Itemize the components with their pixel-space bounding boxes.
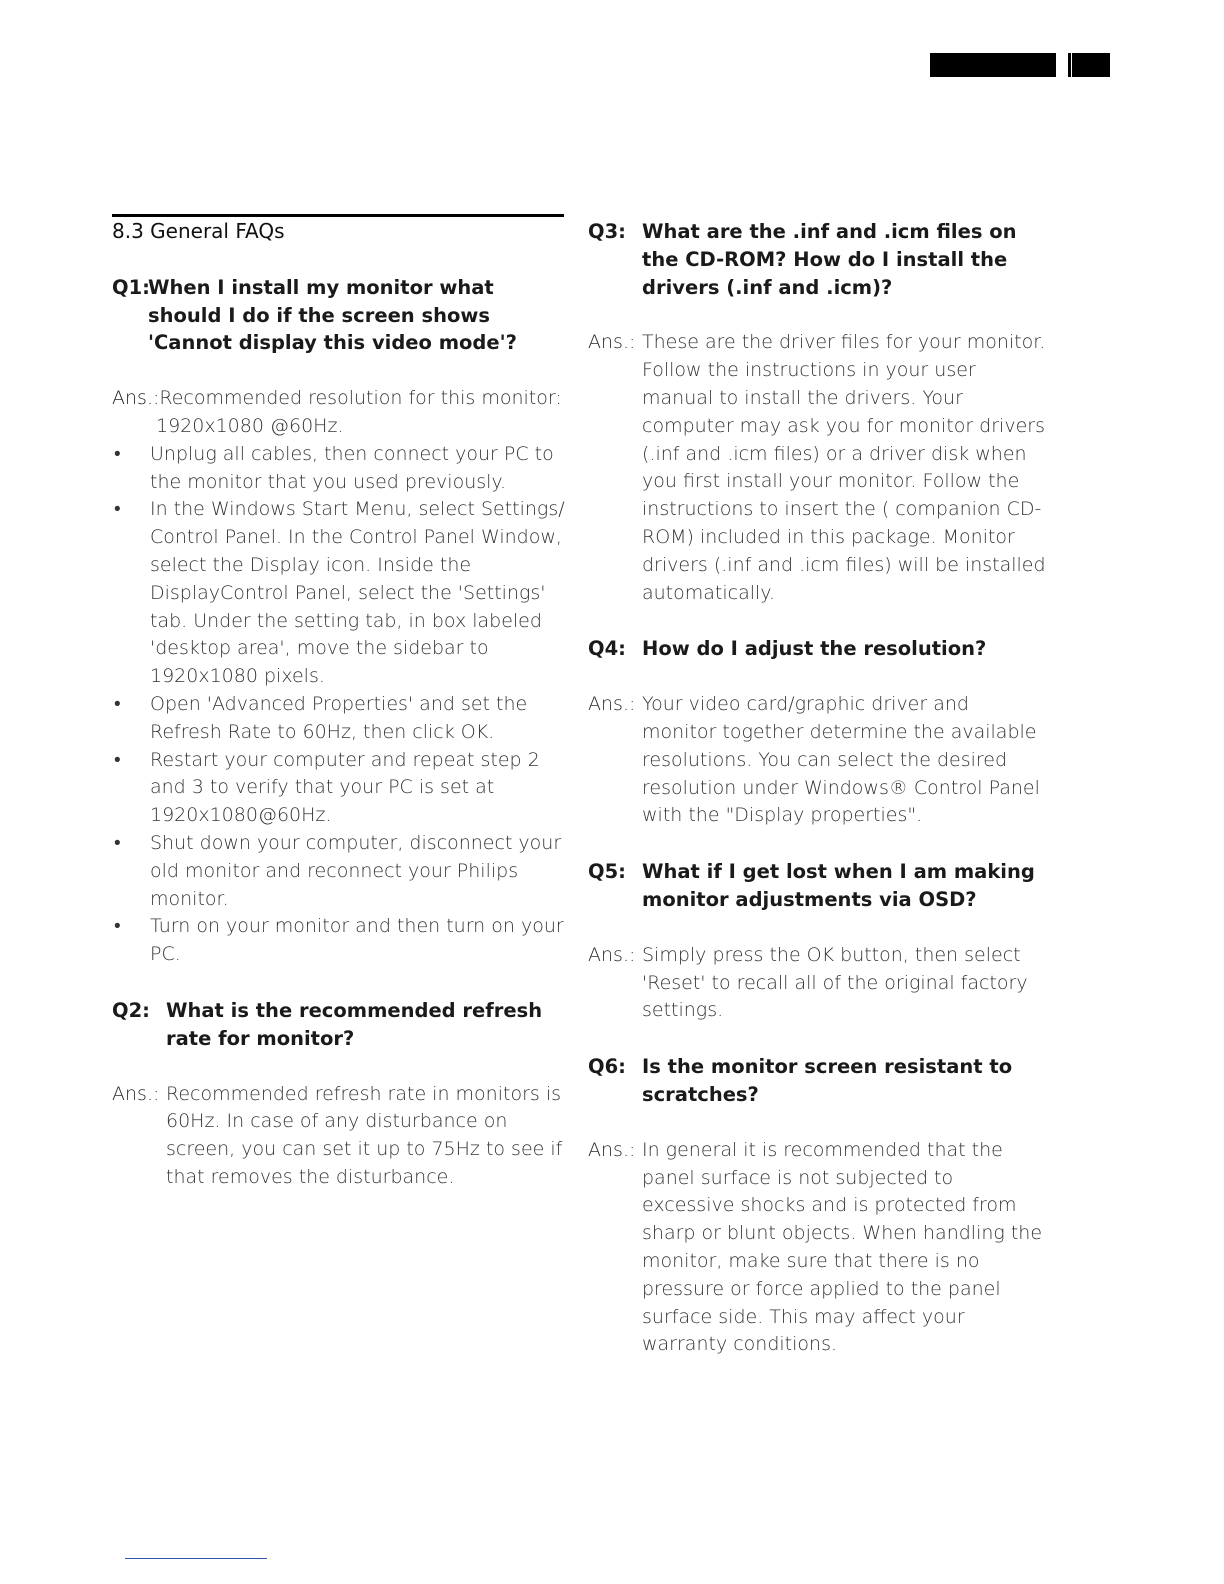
list-item-text: In the Windows Start Menu, select Settings/ Control Panel. In the Control Panel Window, select the Display icon. Inside the DisplayControl Panel, select the 'Settings' tab. Under the setting tab, in box labeled 'desktop area', move the sidebar to 1920x1080 pixels. (150, 498, 565, 688)
answer-text: In general it is recommended that the panel surface is not subjected to excessive shocks and is protected from sharp or blunt objects. When handling the monitor, make sure that there is no pressure or force applied to the panel surface side. This may affect your warranty conditions. (642, 1138, 1043, 1356)
steps-list (112, 441, 572, 969)
answer-text: Simply press the OK button, then select 'Reset' to recall all of the original factory settings. (642, 943, 1028, 1022)
question-label: Q3: (588, 220, 626, 243)
question-q5 (588, 858, 1048, 914)
question-label: Q2: (112, 998, 150, 1022)
list-item-text: Restart your computer and repeat step 2 and 3 to verify that your PC is set at 1920x1080@60Hz. (150, 748, 540, 827)
list-item-text: Turn on your monitor and then turn on your PC. (150, 915, 564, 966)
answer-a3 (588, 329, 1048, 607)
question-label: Q1: (112, 275, 150, 299)
answer-a1 (112, 385, 572, 969)
bullet-icon: • (114, 831, 121, 854)
header-bar-long (930, 53, 1056, 77)
list-item-text: Shut down your computer, disconnect your old monitor and reconnect your Philips monitor. (150, 831, 562, 910)
answer-text: Your video card/graphic driver and monitor together determine the available resolutions. You can select the desired resolution under Windows® Control Panel with the "Display properties". (642, 693, 1040, 827)
bullet-icon: • (114, 442, 121, 465)
answer-label: Ans.: (112, 1082, 160, 1105)
list-item (112, 913, 572, 969)
answer-intro (112, 385, 572, 413)
answer-label: Ans.: (588, 1138, 636, 1161)
question-q3 (588, 218, 1048, 301)
question-label: Q6: (588, 1055, 626, 1079)
question-q1 (112, 274, 572, 357)
question-q6 (588, 1053, 1048, 1109)
bullet-icon: • (114, 498, 121, 521)
question-label: Q5: (588, 860, 626, 884)
question-q2 (112, 997, 572, 1053)
recommended-resolution: 1920x1080 @60Hz. (156, 414, 344, 437)
question-text: How do I adjust the resolution? (642, 637, 987, 661)
question-q4 (588, 635, 1048, 663)
answer-text: These are the driver files for your monitor. Follow the instructions in your user manual to install the drivers. Your computer may ask you for monitor drivers (.inf and .icm files) or a driver disk when you first install your monitor. Follow the instructions to insert the ( companion CD-ROM) included in this package. Monitor drivers (.inf and .icm files) will be installed automatically. (642, 331, 1046, 604)
right-column (588, 218, 1048, 1387)
header-bar-short (1068, 53, 1110, 77)
answer-label: Ans.: (588, 943, 636, 966)
answer-label: Ans.: (588, 693, 636, 716)
list-item (112, 691, 572, 747)
answer-label: Ans.: (588, 331, 636, 354)
list-item-text: Open 'Advanced Properties' and set the Refresh Rate to 60Hz, then click OK. (150, 692, 528, 743)
answer-a6 (588, 1137, 1048, 1359)
question-label: Q4: (588, 637, 626, 661)
bullet-icon: • (114, 748, 121, 771)
answer-text: Recommended resolution for this monitor: (159, 387, 562, 410)
list-item (112, 830, 572, 913)
bullet-icon: • (114, 915, 121, 938)
answer-text: Recommended refresh rate in monitors is 60Hz. In case of any disturbance on screen, you can set it up to 75Hz to see if that removes the disturbance. (166, 1082, 563, 1188)
answer-a4 (588, 691, 1048, 830)
answer-a2 (112, 1081, 572, 1192)
answer-label: Ans.: (112, 387, 160, 410)
question-text: What is the recommended refresh rate for monitor? (166, 998, 543, 1050)
section-title: 8.3 General FAQs (112, 219, 285, 243)
list-item (112, 496, 572, 691)
bullet-icon: • (114, 692, 121, 715)
list-item-text: Unplug all cables, then connect your PC to the monitor that you used previously. (150, 442, 554, 493)
question-text: When I install my monitor what should I do if the screen shows 'Cannot display this video mode'? (148, 275, 517, 355)
list-item (112, 747, 572, 830)
section-rule (112, 214, 564, 217)
footer-rule (125, 1558, 267, 1559)
question-text: Is the monitor screen resistant to scratches? (642, 1055, 1013, 1106)
left-column (112, 218, 572, 1220)
question-text: What if I get lost when I am making monitor adjustments via OSD? (642, 860, 1035, 911)
list-item (112, 441, 572, 497)
question-text: What are the .inf and .icm files on the CD-ROM? How do I install the drivers (.inf and .icm)? (642, 220, 1017, 299)
answer-a5 (588, 942, 1048, 1025)
